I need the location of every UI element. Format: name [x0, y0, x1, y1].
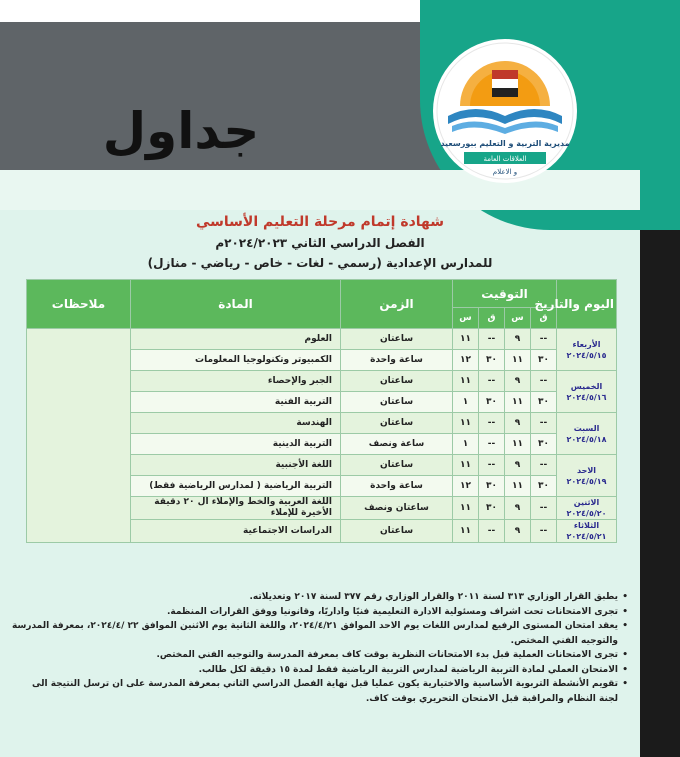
schedule-body — [27, 329, 617, 543]
to-minutes-cell: ٣٠ — [479, 497, 505, 520]
to-minutes-cell: -- — [479, 520, 505, 543]
from-hours-cell: ١١ — [505, 434, 531, 455]
subject-cell: الدراسات الاجتماعية — [131, 520, 341, 543]
duration-cell: ساعتان — [341, 520, 453, 543]
duration-cell: ساعة واحدة — [341, 350, 453, 371]
footnote-item: • تجرى الامتحانات العملية قبل بدء الامتحانات النظرية بوقت كاف بمعرفة المدرسة والتوجيه الفني المختص. — [12, 648, 628, 663]
to-minutes-cell: ٣٠ — [479, 350, 505, 371]
exam-schedule-table — [26, 279, 617, 543]
directorate-logo — [430, 36, 580, 186]
footnote-item: • يعقد امتحان المستوى الرفيع لمدارس اللغات يوم الاحد الموافق ٢٠٢٤/٤/٢١، واللغة الثانية يوم الاثنين الموافق ٢٢ /٢٠٢٤/٤، بمعرفة المدرسة والتوجيه الفني المختص. — [12, 619, 628, 648]
from-hours-cell: ١١ — [505, 392, 531, 413]
to-hours-cell: ١١ — [453, 413, 479, 434]
to-minutes-cell: -- — [479, 371, 505, 392]
from-hours-cell: ١١ — [505, 350, 531, 371]
from-minutes-cell: -- — [531, 520, 557, 543]
subject-cell: اللغة الأجنبية — [131, 455, 341, 476]
day-date-cell: السبت ٢٠٢٤/٥/١٨ — [557, 413, 617, 455]
footnote-item: • تجرى الامتحانات تحت اشراف ومسئولية الادارة التعليمية فنيًا واداريًا، وقانونيا ووفق القرارات المنظمة. — [12, 605, 628, 620]
subject-cell: الكمبيوتر وتكنولوجيا المعلومات — [131, 350, 341, 371]
duration-cell: ساعتان ونصف — [341, 497, 453, 520]
table-row — [27, 329, 617, 350]
duration-cell: ساعتان — [341, 455, 453, 476]
from-hours-cell: ٩ — [505, 520, 531, 543]
from-hours-cell: ٩ — [505, 413, 531, 434]
footnotes-list — [12, 590, 628, 706]
footnote-item: • تقويم الأنشطة التربوية الأساسية والاختيارية يكون عمليا قبل نهاية الفصل الدراسي الثاني بمعرفة المدرسة على ان ترسل النتيجة الى لجنة النظام والمراقبة قبل الامتحان التحريري بوقت كاف. — [12, 677, 628, 706]
header-subject: المادة — [131, 280, 341, 329]
from-hours-cell: ٩ — [505, 455, 531, 476]
logo-text-3: و الاعلام — [492, 168, 518, 176]
duration-cell: ساعتان — [341, 371, 453, 392]
from-minutes-cell: ٣٠ — [531, 434, 557, 455]
header-duration: الزمن — [341, 280, 453, 329]
duration-cell: ساعة واحدة — [341, 476, 453, 497]
duration-cell: ساعة ونصف — [341, 434, 453, 455]
header-from-minutes: ق — [531, 308, 557, 329]
from-hours-cell: ٩ — [505, 371, 531, 392]
day-date-cell: الاثنين ٢٠٢٤/٥/٢٠ — [557, 497, 617, 520]
to-hours-cell: ١٢ — [453, 350, 479, 371]
term-title: الفصل الدراسي الثاني ٢٠٢٤/٢٠٢٣م — [215, 236, 425, 250]
from-minutes-cell: -- — [531, 455, 557, 476]
to-hours-cell: ١١ — [453, 455, 479, 476]
header-to-minutes: ق — [479, 308, 505, 329]
to-minutes-cell: -- — [479, 413, 505, 434]
from-hours-cell: ٩ — [505, 329, 531, 350]
subject-cell: الجبر والإحصاء — [131, 371, 341, 392]
from-minutes-cell: -- — [531, 413, 557, 434]
day-date-cell: الخميس ٢٠٢٤/٥/١٦ — [557, 371, 617, 413]
logo-flag-icon — [492, 70, 518, 97]
from-minutes-cell: ٣٠ — [531, 392, 557, 413]
logo-text-1: مديرية التربية و التعليم ببورسعيد — [440, 139, 570, 148]
header-from-hours: س — [505, 308, 531, 329]
duration-cell: ساعتان — [341, 329, 453, 350]
to-minutes-cell: -- — [479, 434, 505, 455]
subject-cell: اللغة العربية والخط والإملاء ال ٢٠ دقيقة الأخيرة للإملاء — [131, 497, 341, 520]
to-hours-cell: ١ — [453, 392, 479, 413]
to-hours-cell: ١١ — [453, 329, 479, 350]
subject-cell: التربية الدينية — [131, 434, 341, 455]
logo-text-2: العلاقات العامة — [483, 155, 527, 163]
to-minutes-cell: ٣٠ — [479, 476, 505, 497]
footnote-item: • الامتحان العملي لمادة التربية الرياضية لمدارس التربية الرياضية فقط لمدة ١٥ دقيقة لكل طالب. — [12, 663, 628, 678]
footnote-item: • يطبق القرار الوزاري ٣١٣ لسنة ٢٠١١ والقرار الوزاري رقم ٣٧٧ لسنة ٢٠١٧ وتعديلاته. — [12, 590, 628, 605]
from-minutes-cell: -- — [531, 329, 557, 350]
from-minutes-cell: -- — [531, 371, 557, 392]
from-hours-cell: ٩ — [505, 497, 531, 520]
to-minutes-cell: -- — [479, 329, 505, 350]
banner-title: جداول — [102, 102, 260, 160]
to-hours-cell: ١ — [453, 434, 479, 455]
to-minutes-cell: -- — [479, 455, 505, 476]
duration-cell: ساعتان — [341, 392, 453, 413]
to-minutes-cell: ٣٠ — [479, 392, 505, 413]
from-minutes-cell: ٣٠ — [531, 350, 557, 371]
to-hours-cell: ١٢ — [453, 476, 479, 497]
subject-cell: الهندسة — [131, 413, 341, 434]
certificate-title: شهادة إتمام مرحلة التعليم الأساسي — [195, 214, 445, 230]
subject-cell: التربية الفنية — [131, 392, 341, 413]
duration-cell: ساعتان — [341, 413, 453, 434]
header-timing: التوقيت — [453, 280, 557, 308]
from-hours-cell: ١١ — [505, 476, 531, 497]
schools-title: للمدارس الإعدادية (رسمي - لغات - خاص - رياضي - منازل) — [147, 256, 493, 270]
day-date-cell: الاحد ٢٠٢٤/٥/١٩ — [557, 455, 617, 497]
header-to-hours: س — [453, 308, 479, 329]
from-minutes-cell: ٣٠ — [531, 476, 557, 497]
to-hours-cell: ١١ — [453, 497, 479, 520]
header-notes: ملاحظات — [27, 280, 131, 329]
notes-cell — [27, 329, 131, 543]
subject-cell: التربية الرياضية ( لمدارس الرياضية فقط) — [131, 476, 341, 497]
from-minutes-cell: -- — [531, 497, 557, 520]
day-date-cell: الثلاثاء ٢٠٢٤/٥/٢١ — [557, 520, 617, 543]
day-date-cell: الأربعاء ٢٠٢٤/٥/١٥ — [557, 329, 617, 371]
subject-cell: العلوم — [131, 329, 341, 350]
header-day-date: اليوم والتاريخ — [557, 280, 617, 329]
to-hours-cell: ١١ — [453, 371, 479, 392]
to-hours-cell: ١١ — [453, 520, 479, 543]
